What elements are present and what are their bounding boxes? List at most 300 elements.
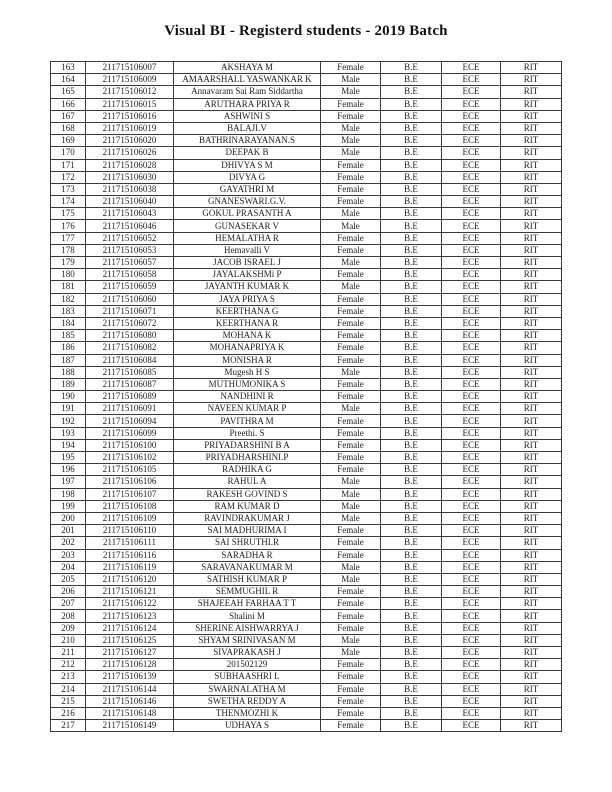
cell-serial: 210 — [51, 634, 86, 646]
cell-department: ECE — [442, 196, 501, 208]
cell-name: SAI MADHURIMA I — [174, 525, 321, 537]
cell-register-no: 211715106148 — [86, 707, 174, 719]
cell-register-no: 211715106139 — [86, 671, 174, 683]
cell-name: MOHANA K — [174, 330, 321, 342]
table-row — [51, 525, 562, 537]
cell-department: ECE — [442, 695, 501, 707]
cell-serial: 212 — [51, 659, 86, 671]
cell-college: RIT — [501, 98, 562, 110]
cell-name: DEEPAK B — [174, 147, 321, 159]
cell-serial: 168 — [51, 122, 86, 134]
cell-degree: B.E — [381, 391, 442, 403]
cell-college: RIT — [501, 549, 562, 561]
cell-register-no: 211715106120 — [86, 573, 174, 585]
table-row — [51, 62, 562, 74]
cell-college: RIT — [501, 342, 562, 354]
cell-college: RIT — [501, 86, 562, 98]
cell-college: RIT — [501, 122, 562, 134]
cell-serial: 183 — [51, 305, 86, 317]
cell-gender: Male — [321, 366, 381, 378]
cell-gender: Male — [321, 561, 381, 573]
cell-name: BALAJI.V — [174, 122, 321, 134]
cell-department: ECE — [442, 537, 501, 549]
cell-degree: B.E — [381, 330, 442, 342]
cell-college: RIT — [501, 500, 562, 512]
cell-department: ECE — [442, 257, 501, 269]
cell-register-no: 211715106107 — [86, 488, 174, 500]
cell-department: ECE — [442, 183, 501, 195]
cell-degree: B.E — [381, 110, 442, 122]
cell-department: ECE — [442, 586, 501, 598]
table-row — [51, 378, 562, 390]
table-row — [51, 671, 562, 683]
cell-register-no: 211715106058 — [86, 269, 174, 281]
cell-serial: 178 — [51, 244, 86, 256]
cell-name: THENMOZHI K — [174, 707, 321, 719]
table-row — [51, 354, 562, 366]
cell-name: SUBHAASHRI L — [174, 671, 321, 683]
cell-department: ECE — [442, 342, 501, 354]
cell-name: PRIYADHARSHINI.P — [174, 452, 321, 464]
cell-department: ECE — [442, 220, 501, 232]
cell-gender: Male — [321, 208, 381, 220]
cell-name: SEMMUGHIL R — [174, 586, 321, 598]
cell-degree: B.E — [381, 622, 442, 634]
cell-register-no: 211715106016 — [86, 110, 174, 122]
cell-register-no: 211715106053 — [86, 244, 174, 256]
cell-gender: Male — [321, 147, 381, 159]
cell-register-no: 211715106030 — [86, 171, 174, 183]
cell-gender: Female — [321, 707, 381, 719]
cell-degree: B.E — [381, 634, 442, 646]
cell-gender: Female — [321, 159, 381, 171]
cell-register-no: 211715106091 — [86, 403, 174, 415]
table-row — [51, 135, 562, 147]
cell-department: ECE — [442, 452, 501, 464]
cell-college: RIT — [501, 586, 562, 598]
cell-gender: Female — [321, 452, 381, 464]
cell-serial: 187 — [51, 354, 86, 366]
table-row — [51, 403, 562, 415]
cell-register-no: 211715106060 — [86, 293, 174, 305]
cell-gender: Female — [321, 720, 381, 732]
cell-department: ECE — [442, 634, 501, 646]
cell-department: ECE — [442, 232, 501, 244]
table-row — [51, 586, 562, 598]
cell-college: RIT — [501, 257, 562, 269]
cell-gender: Female — [321, 293, 381, 305]
cell-serial: 180 — [51, 269, 86, 281]
cell-serial: 209 — [51, 622, 86, 634]
table-row — [51, 476, 562, 488]
table-row — [51, 439, 562, 451]
cell-college: RIT — [501, 354, 562, 366]
cell-college: RIT — [501, 62, 562, 74]
cell-serial: 197 — [51, 476, 86, 488]
cell-gender: Female — [321, 427, 381, 439]
cell-college: RIT — [501, 293, 562, 305]
cell-name: Mugesh H S — [174, 366, 321, 378]
cell-name: RADHIKA G — [174, 464, 321, 476]
cell-college: RIT — [501, 659, 562, 671]
cell-serial: 217 — [51, 720, 86, 732]
cell-gender: Female — [321, 317, 381, 329]
cell-register-no: 211715106020 — [86, 135, 174, 147]
table-row — [51, 707, 562, 719]
cell-serial: 200 — [51, 512, 86, 524]
cell-name: RAVINDRAKUMAR J — [174, 512, 321, 524]
table-row — [51, 366, 562, 378]
cell-gender: Male — [321, 135, 381, 147]
cell-gender: Female — [321, 98, 381, 110]
cell-department: ECE — [442, 427, 501, 439]
cell-degree: B.E — [381, 135, 442, 147]
cell-gender: Female — [321, 439, 381, 451]
cell-gender: Female — [321, 525, 381, 537]
cell-gender: Female — [321, 183, 381, 195]
cell-gender: Female — [321, 622, 381, 634]
cell-gender: Female — [321, 586, 381, 598]
cell-name: MUTHUMONIKA S — [174, 378, 321, 390]
cell-degree: B.E — [381, 62, 442, 74]
cell-college: RIT — [501, 598, 562, 610]
cell-department: ECE — [442, 439, 501, 451]
cell-college: RIT — [501, 464, 562, 476]
table-row — [51, 293, 562, 305]
cell-college: RIT — [501, 196, 562, 208]
cell-department: ECE — [442, 378, 501, 390]
cell-college: RIT — [501, 573, 562, 585]
cell-degree: B.E — [381, 427, 442, 439]
cell-serial: 195 — [51, 452, 86, 464]
cell-register-no: 211715106040 — [86, 196, 174, 208]
cell-serial: 181 — [51, 281, 86, 293]
cell-name: RAHUL A — [174, 476, 321, 488]
table-row — [51, 683, 562, 695]
cell-gender: Female — [321, 391, 381, 403]
cell-register-no: 211715106109 — [86, 512, 174, 524]
cell-name: JAYALAKSHMi P — [174, 269, 321, 281]
cell-name: Annavaram Sai Ram Siddartha — [174, 86, 321, 98]
cell-degree: B.E — [381, 147, 442, 159]
table-row — [51, 196, 562, 208]
cell-degree: B.E — [381, 586, 442, 598]
cell-gender: Female — [321, 537, 381, 549]
cell-college: RIT — [501, 671, 562, 683]
cell-gender: Female — [321, 464, 381, 476]
cell-name: GNANESWARI.G.V. — [174, 196, 321, 208]
cell-degree: B.E — [381, 561, 442, 573]
cell-department: ECE — [442, 354, 501, 366]
cell-department: ECE — [442, 720, 501, 732]
cell-gender: Male — [321, 476, 381, 488]
cell-name: Preethi. S — [174, 427, 321, 439]
cell-college: RIT — [501, 183, 562, 195]
cell-name: BATHRINARAYANAN.S — [174, 135, 321, 147]
cell-department: ECE — [442, 293, 501, 305]
cell-department: ECE — [442, 74, 501, 86]
cell-degree: B.E — [381, 244, 442, 256]
table-row — [51, 232, 562, 244]
cell-gender: Female — [321, 610, 381, 622]
cell-name: Shalini M — [174, 610, 321, 622]
student-table-body — [51, 62, 562, 732]
cell-register-no: 211715106123 — [86, 610, 174, 622]
cell-serial: 213 — [51, 671, 86, 683]
cell-college: RIT — [501, 171, 562, 183]
cell-serial: 184 — [51, 317, 86, 329]
cell-degree: B.E — [381, 86, 442, 98]
cell-college: RIT — [501, 378, 562, 390]
cell-name: KEERTHANA G — [174, 305, 321, 317]
cell-gender: Female — [321, 62, 381, 74]
cell-gender: Male — [321, 512, 381, 524]
cell-department: ECE — [442, 598, 501, 610]
table-row — [51, 634, 562, 646]
cell-register-no: 211715106116 — [86, 549, 174, 561]
cell-name: PRIYADARSHINI B A — [174, 439, 321, 451]
cell-register-no: 211715106089 — [86, 391, 174, 403]
cell-college: RIT — [501, 647, 562, 659]
cell-register-no: 211715106119 — [86, 561, 174, 573]
cell-degree: B.E — [381, 695, 442, 707]
cell-name: PAVITHRA M — [174, 415, 321, 427]
cell-register-no: 211715106108 — [86, 500, 174, 512]
table-row — [51, 183, 562, 195]
cell-serial: 170 — [51, 147, 86, 159]
table-row — [51, 281, 562, 293]
cell-name: JAYANTH KUMAR K — [174, 281, 321, 293]
cell-college: RIT — [501, 366, 562, 378]
table-row — [51, 500, 562, 512]
cell-department: ECE — [442, 366, 501, 378]
cell-college: RIT — [501, 281, 562, 293]
cell-name: UDHAYA S — [174, 720, 321, 732]
cell-serial: 201 — [51, 525, 86, 537]
cell-college: RIT — [501, 427, 562, 439]
cell-gender: Male — [321, 257, 381, 269]
table-row — [51, 171, 562, 183]
cell-gender: Male — [321, 220, 381, 232]
cell-college: RIT — [501, 537, 562, 549]
cell-serial: 171 — [51, 159, 86, 171]
cell-register-no: 211715106144 — [86, 683, 174, 695]
cell-serial: 176 — [51, 220, 86, 232]
cell-degree: B.E — [381, 464, 442, 476]
cell-register-no: 211715106100 — [86, 439, 174, 451]
cell-serial: 190 — [51, 391, 86, 403]
cell-serial: 167 — [51, 110, 86, 122]
cell-register-no: 211715106084 — [86, 354, 174, 366]
cell-serial: 193 — [51, 427, 86, 439]
table-row — [51, 695, 562, 707]
table-row — [51, 488, 562, 500]
cell-gender: Male — [321, 86, 381, 98]
cell-gender: Male — [321, 122, 381, 134]
table-row — [51, 317, 562, 329]
cell-register-no: 211715106038 — [86, 183, 174, 195]
cell-college: RIT — [501, 403, 562, 415]
cell-department: ECE — [442, 500, 501, 512]
cell-degree: B.E — [381, 183, 442, 195]
cell-name: NANDHINI R — [174, 391, 321, 403]
table-row — [51, 257, 562, 269]
cell-department: ECE — [442, 171, 501, 183]
cell-serial: 172 — [51, 171, 86, 183]
cell-college: RIT — [501, 525, 562, 537]
cell-register-no: 211715106106 — [86, 476, 174, 488]
cell-name: HEMALATHA R — [174, 232, 321, 244]
cell-college: RIT — [501, 720, 562, 732]
cell-serial: 215 — [51, 695, 86, 707]
cell-register-no: 211715106012 — [86, 86, 174, 98]
cell-department: ECE — [442, 671, 501, 683]
cell-serial: 194 — [51, 439, 86, 451]
cell-name: SWETHA REDDY A — [174, 695, 321, 707]
cell-department: ECE — [442, 208, 501, 220]
cell-department: ECE — [442, 122, 501, 134]
cell-gender: Female — [321, 244, 381, 256]
cell-degree: B.E — [381, 707, 442, 719]
cell-name: Hemavalli V — [174, 244, 321, 256]
cell-college: RIT — [501, 269, 562, 281]
cell-college: RIT — [501, 512, 562, 524]
cell-gender: Female — [321, 171, 381, 183]
cell-degree: B.E — [381, 171, 442, 183]
cell-degree: B.E — [381, 159, 442, 171]
cell-register-no: 211715106127 — [86, 647, 174, 659]
cell-serial: 165 — [51, 86, 86, 98]
cell-college: RIT — [501, 452, 562, 464]
cell-department: ECE — [442, 549, 501, 561]
table-row — [51, 208, 562, 220]
cell-degree: B.E — [381, 647, 442, 659]
cell-degree: B.E — [381, 196, 442, 208]
cell-degree: B.E — [381, 452, 442, 464]
cell-serial: 173 — [51, 183, 86, 195]
cell-degree: B.E — [381, 269, 442, 281]
cell-gender: Female — [321, 196, 381, 208]
cell-serial: 207 — [51, 598, 86, 610]
cell-name: JACOB ISRAEL J — [174, 257, 321, 269]
cell-department: ECE — [442, 147, 501, 159]
cell-degree: B.E — [381, 293, 442, 305]
cell-degree: B.E — [381, 439, 442, 451]
cell-register-no: 211715106026 — [86, 147, 174, 159]
cell-serial: 196 — [51, 464, 86, 476]
cell-name: SWARNALATHA M — [174, 683, 321, 695]
table-row — [51, 659, 562, 671]
cell-register-no: 211715106105 — [86, 464, 174, 476]
cell-gender: Male — [321, 488, 381, 500]
cell-degree: B.E — [381, 610, 442, 622]
cell-department: ECE — [442, 622, 501, 634]
cell-register-no: 211715106094 — [86, 415, 174, 427]
page-title: Visual BI - Registerd students - 2019 Batch — [164, 23, 448, 39]
cell-name: SAI SHRUTHI.R — [174, 537, 321, 549]
cell-degree: B.E — [381, 232, 442, 244]
cell-college: RIT — [501, 561, 562, 573]
cell-degree: B.E — [381, 366, 442, 378]
cell-college: RIT — [501, 159, 562, 171]
table-row — [51, 391, 562, 403]
cell-degree: B.E — [381, 598, 442, 610]
cell-gender: Male — [321, 573, 381, 585]
cell-register-no: 211715106059 — [86, 281, 174, 293]
cell-degree: B.E — [381, 671, 442, 683]
table-row — [51, 122, 562, 134]
cell-serial: 192 — [51, 415, 86, 427]
cell-department: ECE — [442, 512, 501, 524]
cell-serial: 191 — [51, 403, 86, 415]
cell-degree: B.E — [381, 549, 442, 561]
cell-degree: B.E — [381, 525, 442, 537]
cell-name: SIVAPRAKASH J — [174, 647, 321, 659]
cell-serial: 169 — [51, 135, 86, 147]
cell-register-no: 211715106128 — [86, 659, 174, 671]
cell-department: ECE — [442, 573, 501, 585]
cell-register-no: 211715106122 — [86, 598, 174, 610]
cell-department: ECE — [442, 98, 501, 110]
cell-gender: Female — [321, 305, 381, 317]
table-row — [51, 305, 562, 317]
cell-department: ECE — [442, 610, 501, 622]
cell-college: RIT — [501, 476, 562, 488]
cell-register-no: 211715106071 — [86, 305, 174, 317]
cell-register-no: 211715106146 — [86, 695, 174, 707]
table-row — [51, 561, 562, 573]
table-row — [51, 415, 562, 427]
cell-gender: Male — [321, 647, 381, 659]
cell-degree: B.E — [381, 342, 442, 354]
cell-name: SATHISH KUMAR P — [174, 573, 321, 585]
cell-name: SHAJEEAH FARHAA T T — [174, 598, 321, 610]
cell-gender: Female — [321, 330, 381, 342]
table-row — [51, 159, 562, 171]
cell-register-no: 211715106043 — [86, 208, 174, 220]
table-row — [51, 512, 562, 524]
cell-department: ECE — [442, 269, 501, 281]
cell-serial: 189 — [51, 378, 86, 390]
cell-serial: 166 — [51, 98, 86, 110]
cell-degree: B.E — [381, 281, 442, 293]
cell-degree: B.E — [381, 488, 442, 500]
cell-serial: 211 — [51, 647, 86, 659]
cell-degree: B.E — [381, 74, 442, 86]
cell-college: RIT — [501, 415, 562, 427]
table-row — [51, 610, 562, 622]
table-row — [51, 647, 562, 659]
cell-name: AMAARSHALL YASWANKAR K — [174, 74, 321, 86]
cell-serial: 177 — [51, 232, 86, 244]
cell-register-no: 211715106102 — [86, 452, 174, 464]
cell-degree: B.E — [381, 98, 442, 110]
cell-degree: B.E — [381, 537, 442, 549]
cell-name: GOKUL PRASANTH A — [174, 208, 321, 220]
cell-name: MONISHA R — [174, 354, 321, 366]
cell-register-no: 211715106072 — [86, 317, 174, 329]
cell-serial: 164 — [51, 74, 86, 86]
cell-gender: Female — [321, 598, 381, 610]
cell-register-no: 211715106121 — [86, 586, 174, 598]
cell-serial: 185 — [51, 330, 86, 342]
cell-register-no: 211715106124 — [86, 622, 174, 634]
cell-serial: 188 — [51, 366, 86, 378]
cell-department: ECE — [442, 305, 501, 317]
cell-department: ECE — [442, 488, 501, 500]
cell-degree: B.E — [381, 683, 442, 695]
cell-degree: B.E — [381, 354, 442, 366]
